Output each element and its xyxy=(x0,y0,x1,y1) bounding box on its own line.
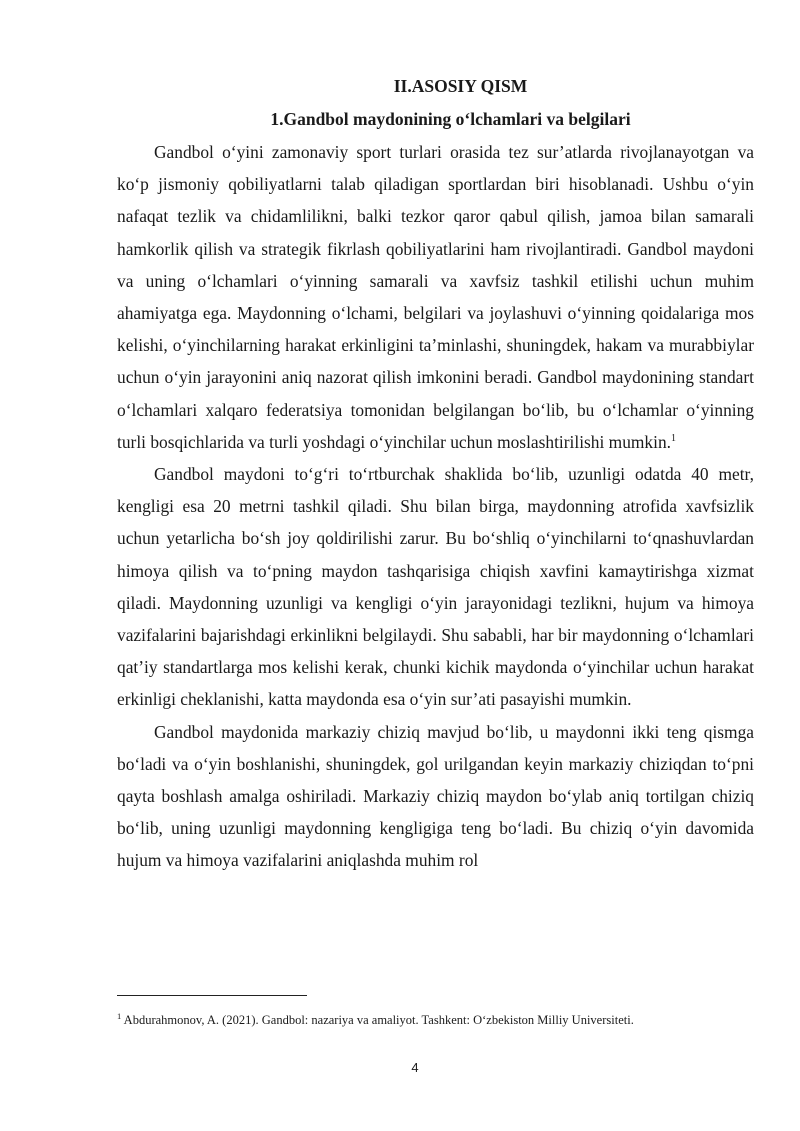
footnote-divider xyxy=(117,995,307,996)
paragraph-2: Gandbol maydoni to‘g‘ri to‘rtburchak shaklida bo‘lib, uzunligi odatda 40 metr, kengligi esa 20 metrni tashkil qiladi. Shu bilan birga, maydonning atrofida xavfsizlik uchun yetarlicha bo‘sh joy qoldirilishi zarur. Bu bo‘shliq o‘yinchilarni to‘qnashuvlardan himoya qilish va to‘pning maydon tashqarisiga chiqish xavfini kamaytirishga xizmat qiladi. Maydonning uzunligi va kengligi o‘yin jarayonidagi tezlikni, hujum va himoya vazifalarini bajarishdagi erkinlikni belgilaydi. Shu sababli, har bir maydonning o‘lchamlari qat’iy standartlarga mos kelishi kerak, chunki kichik maydonda o‘yinchilar uchun harakat erkinligi cheklanishi, katta maydonda esa o‘yin sur’ati pasayishi mumkin. xyxy=(117,464,754,710)
subsection-title: 1.Gandbol maydonining o‘lchamlari va belgilari xyxy=(270,109,631,129)
footnote-reference[interactable]: 1 xyxy=(671,433,677,445)
paragraph-1 xyxy=(117,136,754,458)
page-body xyxy=(117,70,754,877)
paragraph-3: Gandbol maydonida markaziy chiziq mavjud bo‘lib, u maydonni ikki teng qismga bo‘ladi va o‘yin boshlanishi, shuningdek, gol urilgandan keyin markaziy chiziqdan to‘pni qayta boshlash amalga oshiriladi. Markaziy chiziq maydon bo‘ylab aniq tortilgan chiziq bo‘lib, uning uzunligi maydonning kengligiga teng bo‘ladi. Bu chiziq o‘yin davomida hujum va himoya vazifalarini aniqlashda muhim rol xyxy=(117,721,754,871)
footnote-number: 1 xyxy=(117,1010,122,1021)
footnote xyxy=(117,1012,757,1028)
section-title: II.ASOSIY QISM xyxy=(393,76,528,96)
footnote-text: Abdurahmonov, A. (2021). Gandbol: nazariya va amaliyot. Tashkent: O‘zbekiston Milliy Universiteti. xyxy=(121,1013,634,1027)
paragraph-1-text: Gandbol o‘yini zamonaviy sport turlari orasida tez sur’atlarda rivojlanayotgan va ko‘p jismoniy qobiliyatlarni talab qiladigan sportlardan biri hisoblanadi. Ushbu o‘yin nafaqat tezlik va chidamlilikni, balki tezkor qaror qabul qilish, jamoa bilan samarali hamkorlik qilish va strategik fikrlash qobiliyatlarini ham rivojlantiradi. Gandbol maydoni va uning o‘lchamlari o‘yinning samarali va xavfsiz tashkil etilishi uchun muhim ahamiyatga ega. Maydonning o‘lchami, belgilari va joylashuvi o‘yinning qoidalariga mos kelishi, o‘yinchilarning harakat erkinligini ta’minlashi, shuningdek, hakam va murabbiylar uchun o‘yin jarayonini aniq nazorat qilish imkonini beradi. Gandbol maydonining standart o‘lchamlari xalqaro federatsiya tomonidan belgilangan bo‘lib, bu o‘lchamlar o‘yinning turli bosqichlarida va turli yoshdagi o‘yinchilar uchun moslashtirilishi mumkin. xyxy=(117,142,754,452)
page-number: 4 xyxy=(411,1060,419,1075)
